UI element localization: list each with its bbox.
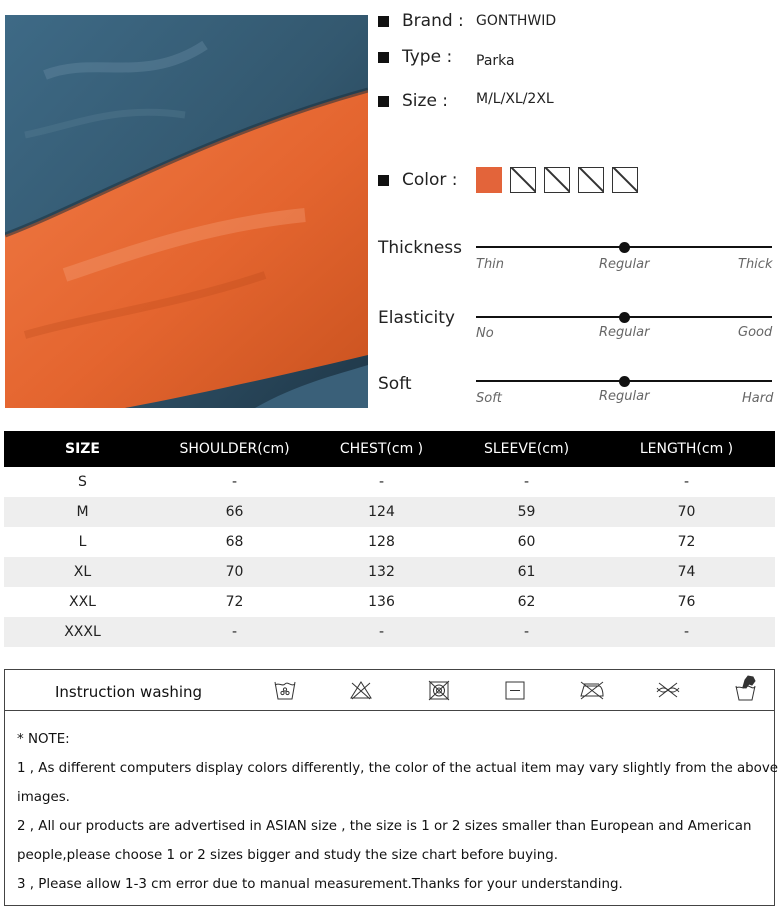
- table-cell: -: [308, 617, 455, 647]
- color-swatches: [476, 167, 638, 193]
- header-shoulder: SHOULDER(cm): [161, 431, 308, 467]
- note-line: images.: [17, 790, 70, 805]
- slider-min: Soft: [476, 391, 502, 406]
- table-cell: 61: [455, 557, 598, 587]
- do-not-iron-icon: [579, 678, 603, 702]
- table-cell: 72: [677, 534, 696, 550]
- note-line: 2 , All our products are advertised in ASIAN size , the size is 1 or 2 sizes smaller than European and American: [17, 819, 752, 834]
- header-length: LENGTH(cm ): [598, 431, 775, 467]
- slider-label: Thickness: [378, 238, 463, 258]
- table-cell: 60: [517, 534, 536, 550]
- table-cell: -: [455, 617, 598, 647]
- color-swatch[interactable]: [578, 167, 604, 193]
- color-label: Color :: [402, 170, 458, 190]
- do-not-tumble-dry-icon: [427, 678, 451, 702]
- size-row: [378, 91, 554, 111]
- table-row: [4, 527, 775, 557]
- do-not-bleach-icon: [349, 678, 373, 702]
- slider-max: Good: [738, 325, 773, 340]
- table-header-row: [4, 431, 775, 467]
- table-cell: 68: [225, 534, 244, 550]
- header-size: SIZE: [4, 431, 161, 467]
- washing-header: [5, 670, 774, 711]
- color-row: [378, 170, 458, 190]
- table-cell: 124: [308, 497, 455, 527]
- color-swatch[interactable]: [544, 167, 570, 193]
- washing-instructions-box: [4, 669, 779, 906]
- table-cell: -: [683, 474, 690, 490]
- table-cell: L: [78, 534, 87, 550]
- slider-marker: [619, 376, 630, 387]
- header-chest: CHEST(cm ): [308, 431, 455, 467]
- table-cell: 74: [598, 557, 775, 587]
- slider-mid: Regular: [599, 325, 650, 340]
- table-cell: 66: [161, 497, 308, 527]
- notes-section: [5, 711, 779, 899]
- size-label: Size :: [402, 91, 449, 111]
- table-cell: XXXL: [4, 617, 161, 647]
- slider-marker: [619, 312, 630, 323]
- slider-max: Thick: [738, 257, 773, 272]
- product-photo: [5, 15, 368, 408]
- color-swatch[interactable]: [510, 167, 536, 193]
- type-row: [378, 47, 515, 69]
- table-cell: M: [4, 497, 161, 527]
- note-line: 1 , As different computers display colors differently, the color of the actual item may vary slightly from the above: [17, 761, 779, 776]
- table-cell: 72: [225, 594, 244, 610]
- hand-wash-only-icon: [733, 674, 757, 698]
- slider-min: No: [476, 326, 494, 341]
- header-sleeve: SLEEVE(cm): [455, 431, 598, 467]
- slider-marker: [619, 242, 630, 253]
- type-value: Parka: [476, 53, 515, 69]
- brand-label: Brand :: [402, 11, 464, 31]
- table-cell: -: [378, 474, 385, 490]
- bullet-icon: [378, 16, 389, 27]
- size-table: [4, 431, 775, 647]
- dry-flat-icon: [503, 678, 527, 702]
- table-cell: -: [523, 474, 530, 490]
- note-heading: * NOTE:: [17, 732, 70, 747]
- color-swatch[interactable]: [476, 167, 502, 193]
- table-cell: 76: [677, 594, 696, 610]
- slider-mid: Regular: [599, 389, 650, 404]
- table-cell: S: [78, 474, 87, 490]
- table-cell: XL: [4, 557, 161, 587]
- table-row: [4, 557, 775, 587]
- table-cell: XXL: [69, 594, 96, 610]
- table-cell: 128: [368, 534, 395, 550]
- slider-label: Elasticity: [378, 308, 455, 328]
- slider-min: Thin: [476, 257, 505, 272]
- bullet-icon: [378, 52, 389, 63]
- note-line: 3 , Please allow 1-3 cm error due to manual measurement.Thanks for your understanding.: [17, 877, 623, 892]
- brand-row: [378, 11, 557, 31]
- table-row: [4, 497, 775, 527]
- table-cell: 62: [517, 594, 536, 610]
- bullet-icon: [378, 96, 389, 107]
- bullet-icon: [378, 175, 389, 186]
- table-cell: 132: [308, 557, 455, 587]
- table-row: [4, 617, 775, 647]
- slider-label: Soft: [378, 374, 412, 394]
- table-row: [4, 587, 775, 617]
- table-row: [4, 467, 775, 497]
- table-cell: -: [598, 617, 775, 647]
- table-cell: 59: [455, 497, 598, 527]
- do-not-dry-clean-icon: [655, 678, 679, 702]
- hand-wash-30-icon: [273, 678, 297, 702]
- note-line: people,please choose 1 or 2 sizes bigger and study the size chart before buying.: [17, 848, 558, 863]
- washing-title: Instruction washing: [55, 683, 203, 701]
- size-value: M/L/XL/2XL: [476, 91, 554, 107]
- table-cell: 136: [368, 594, 395, 610]
- type-label: Type :: [402, 47, 453, 67]
- table-cell: 70: [598, 497, 775, 527]
- brand-value: GONTHWID: [476, 13, 557, 29]
- table-cell: 70: [161, 557, 308, 587]
- color-swatch[interactable]: [612, 167, 638, 193]
- slider-mid: Regular: [599, 257, 650, 272]
- table-cell: -: [231, 474, 238, 490]
- table-cell: -: [161, 617, 308, 647]
- slider-max: Hard: [742, 391, 774, 406]
